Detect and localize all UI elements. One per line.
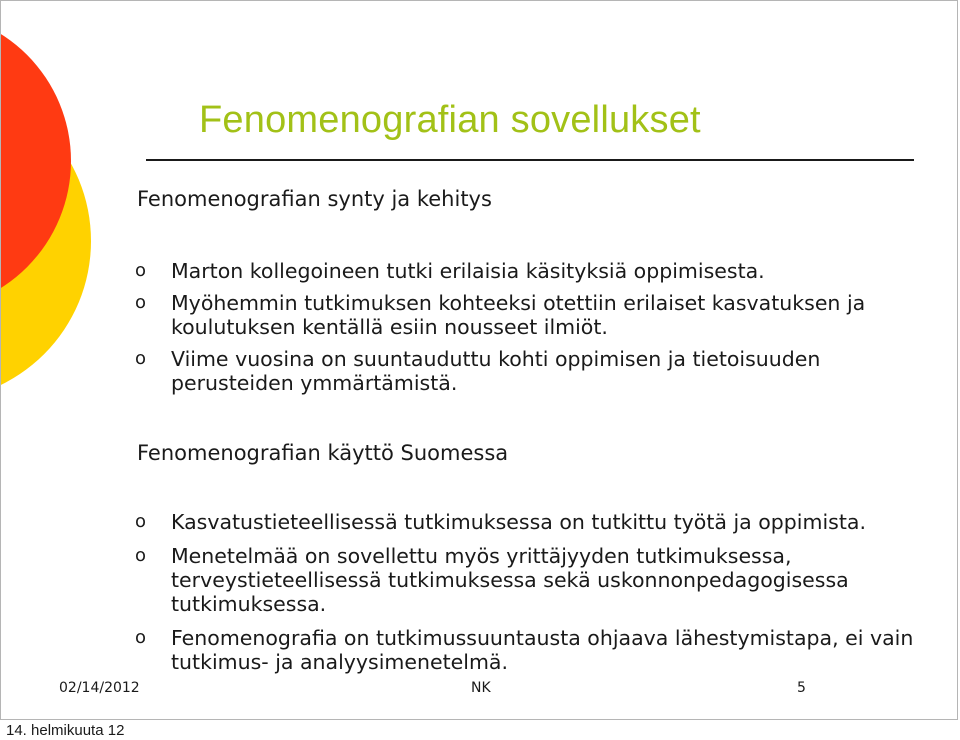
bullet-marker: o	[135, 292, 147, 313]
bullet-marker: o	[135, 545, 147, 566]
bullet-marker: o	[135, 260, 147, 281]
list-item-text: Fenomenografia on tutkimussuuntausta ohjaava lähestymistapa, ei vain tutkimus- ja analyysimenetelmä.	[171, 626, 914, 674]
footer-author: NK	[471, 680, 491, 696]
list-item	[131, 259, 911, 283]
bullet-marker: o	[135, 627, 147, 648]
list-item-text: Kasvatustieteellisessä tutkimuksessa on tutkittu työtä ja oppimista.	[171, 510, 866, 534]
bullet-marker: o	[135, 511, 147, 532]
list-item-text: Viime vuosina on suuntauduttu kohti oppimisen ja tietoisuuden perusteiden ymmärtämistä.	[171, 347, 821, 395]
list-item	[131, 291, 871, 339]
section-heading-1: Fenomenografian synty ja kehitys	[137, 187, 492, 211]
footer-date: 02/14/2012	[59, 680, 140, 696]
list-item	[131, 626, 931, 674]
list-item-text: Menetelmää on sovellettu myös yrittäjyyden tutkimuksessa, terveystieteellisessä tutkimuksessa sekä uskonnonpedagogisessa tutkimuksessa.	[171, 544, 849, 616]
footer-page-number: 5	[797, 680, 806, 696]
list-item-text: Myöhemmin tutkimuksen kohteeksi otettiin erilaiset kasvatuksen ja koulutuksen kentällä esiin nousseet ilmiöt.	[171, 291, 866, 339]
list-item-text: Marton kollegoineen tutki erilaisia käsityksiä oppimisesta.	[171, 259, 765, 283]
list-item	[131, 510, 911, 534]
section-heading-2: Fenomenografian käyttö Suomessa	[137, 441, 509, 465]
bullet-list-1	[131, 259, 911, 395]
bullet-marker: o	[135, 348, 147, 369]
slide-title: Fenomenografian sovellukset	[199, 99, 701, 141]
title-divider	[146, 159, 914, 161]
list-item	[131, 544, 911, 616]
decorative-circles	[1, 1, 141, 421]
list-item	[131, 347, 851, 395]
bullet-list-2	[131, 510, 921, 674]
slide-date-label: 14. helmikuuta 12	[6, 722, 125, 739]
